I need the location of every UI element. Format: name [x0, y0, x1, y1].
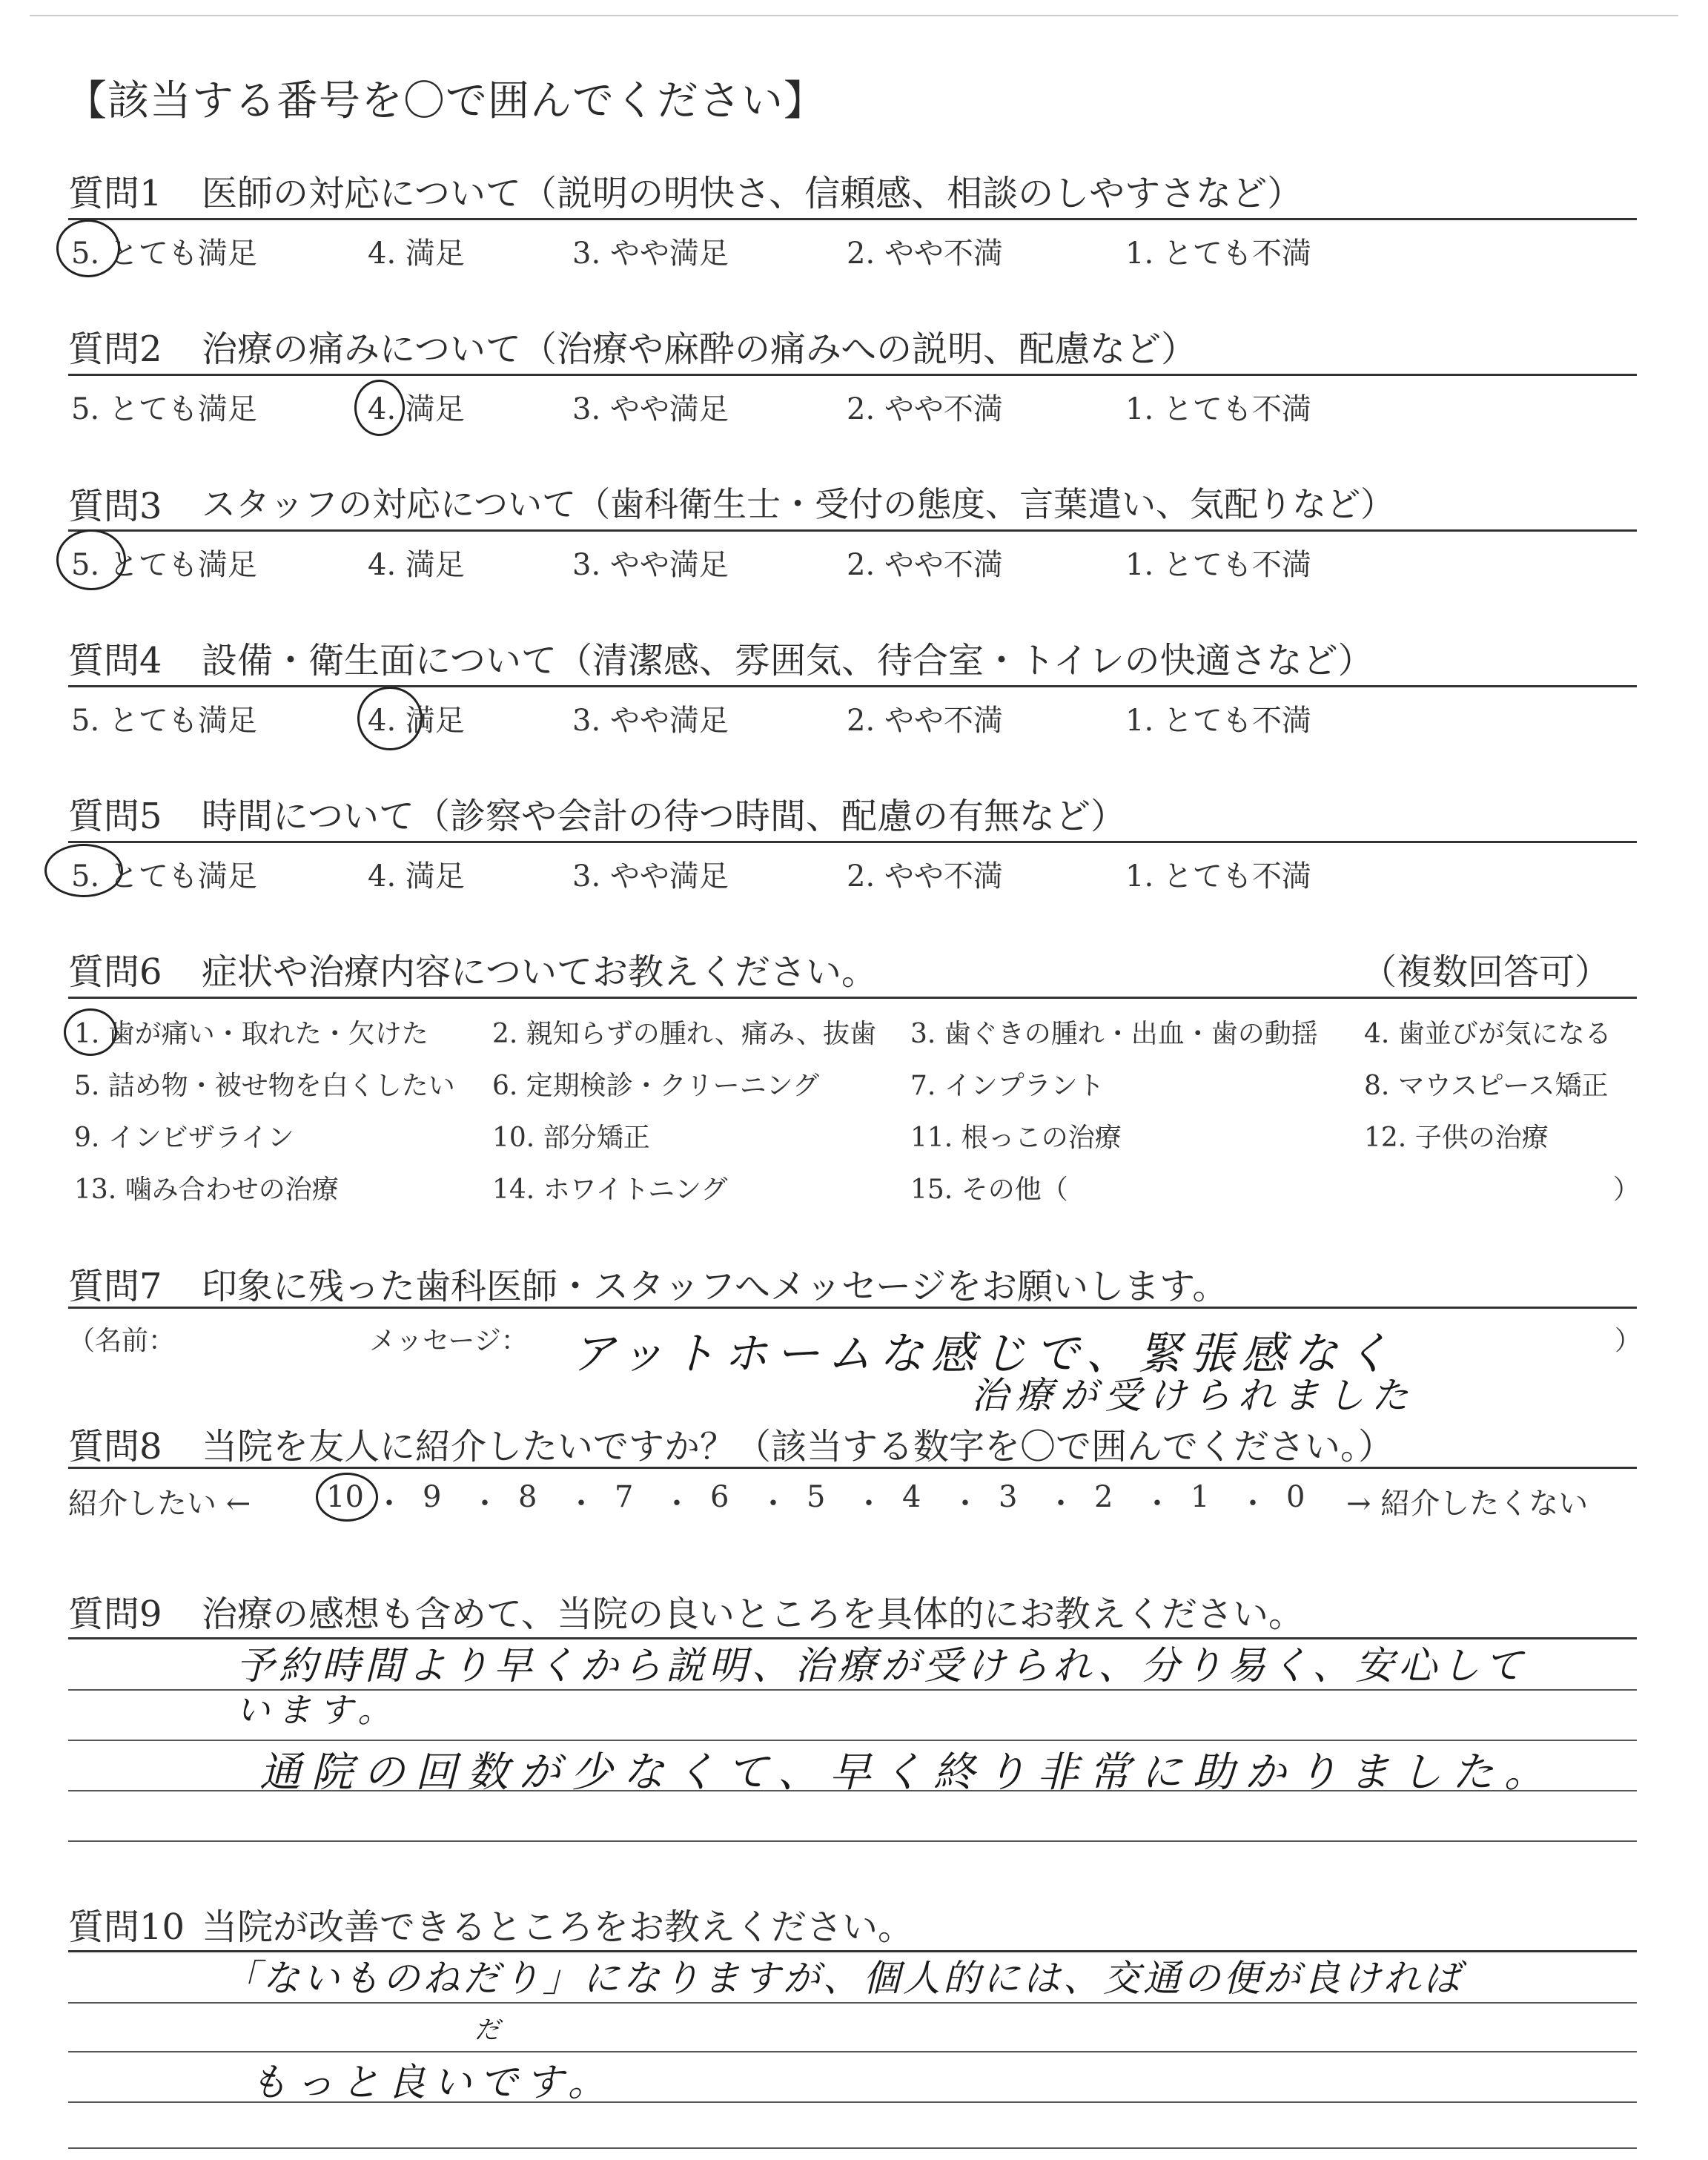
q2-option-1[interactable]: 1. とても不満	[1125, 392, 1311, 426]
q10-line-4	[68, 2147, 1637, 2149]
q5-option-4[interactable]: 4. 満足	[368, 859, 465, 894]
q3-option-4[interactable]: 4. 満足	[368, 548, 465, 582]
q5-option-2[interactable]: 2. やや不満	[847, 859, 1003, 894]
q6-option-11[interactable]: 11. 根っこの治療	[910, 1123, 1122, 1153]
q8-scale-separator: ・	[1046, 1487, 1076, 1521]
q8-scale-separator: ・	[374, 1487, 404, 1521]
page-heading: 【該当する番号を〇で囲んでください】	[65, 77, 826, 125]
q3-option-3[interactable]: 3. やや満足	[572, 548, 729, 582]
q7-name-label: （名前：	[68, 1326, 176, 1356]
q8-scale-separator: ・	[758, 1487, 788, 1521]
q6-option-4[interactable]: 4. 歯並びが気になる	[1364, 1019, 1612, 1049]
q4-rule	[68, 685, 1637, 687]
q2-option-4[interactable]: 4. 満足	[368, 392, 465, 426]
q1-option-5[interactable]: 5. とても満足	[71, 237, 257, 271]
q5-option-5[interactable]: 5. とても満足	[71, 859, 257, 894]
scan-top-edge	[30, 15, 1678, 16]
q2-rule	[68, 374, 1637, 376]
q8-scale-value-8[interactable]: 8	[518, 1480, 537, 1514]
q5-label: 質問5	[68, 796, 162, 837]
q3-rule	[68, 529, 1637, 532]
q8-scale-separator: ・	[1238, 1487, 1268, 1521]
q9-handwritten-line3: 通院の回数が少なくて、早く終り非常に助かりました。	[259, 1748, 1556, 1797]
q8-left-label: 紹介したい ←	[68, 1487, 251, 1521]
q8-scale-value-5[interactable]: 5	[807, 1480, 826, 1514]
q4-label: 質問4	[68, 640, 162, 681]
q4-option-5[interactable]: 5. とても満足	[71, 704, 257, 738]
q3-label: 質問3	[68, 486, 162, 527]
q6-option-12[interactable]: 12. 子供の治療	[1364, 1123, 1549, 1153]
q4-title: 設備・衛生面について（清潔感、雰囲気、待合室・トイレの快適さなど）	[202, 640, 1374, 681]
q6-other-close: ）	[1613, 1175, 1641, 1205]
q2-option-3[interactable]: 3. やや満足	[572, 392, 729, 426]
q3-title: スタッフの対応について（歯科衛生士・受付の態度、言葉遣い、気配りなど）	[202, 484, 1395, 524]
q6-option-8[interactable]: 8. マウスピース矯正	[1364, 1071, 1609, 1101]
q5-rule	[68, 841, 1637, 843]
q6-option-15[interactable]: 15. その他（	[910, 1175, 1068, 1205]
q3-option-5[interactable]: 5. とても満足	[71, 548, 257, 582]
q8-title: 当院を友人に紹介したいですか？（該当する数字を〇で囲んでください。）	[202, 1426, 1394, 1467]
q6-option-9[interactable]: 9. インビザライン	[74, 1123, 294, 1153]
q6-note: （複数回答可）	[1361, 951, 1611, 993]
q1-selection-circle	[56, 219, 120, 277]
q1-option-4[interactable]: 4. 満足	[368, 237, 465, 271]
q6-option-7[interactable]: 7. インプラント	[910, 1071, 1105, 1101]
q7-label: 質問7	[68, 1266, 162, 1307]
q6-option-5[interactable]: 5. 詰め物・被せ物を白くしたい	[74, 1071, 455, 1101]
q4-option-3[interactable]: 3. やや満足	[572, 704, 729, 738]
q10-title: 当院が改善できるところをお教えください。	[202, 1906, 914, 1948]
q2-label: 質問2	[68, 328, 162, 370]
q6-option-10[interactable]: 10. 部分矯正	[492, 1123, 650, 1153]
q6-option-13[interactable]: 13. 噛み合わせの治療	[74, 1175, 339, 1205]
q4-option-4[interactable]: 4. 満足	[368, 704, 465, 738]
q6-title: 症状や治療内容についてお教えください。	[202, 951, 878, 993]
q2-title: 治療の痛みについて（治療や麻酔の痛みへの説明、配慮など）	[202, 328, 1197, 370]
q8-scale-separator: ・	[1142, 1487, 1172, 1521]
q10-label: 質問10	[68, 1906, 185, 1948]
q8-scale-separator: ・	[854, 1487, 884, 1521]
q4-selection-circle	[357, 687, 423, 750]
q8-selection-circle	[316, 1473, 378, 1522]
q7-handwritten-line1: アットホームな感じで、緊張感なく	[571, 1328, 1397, 1380]
q9-title: 治療の感想も含めて、当院の良いところを具体的にお教えください。	[202, 1593, 1305, 1635]
q8-scale-value-4[interactable]: 4	[902, 1480, 921, 1514]
q7-close: ）	[1615, 1326, 1642, 1356]
q8-scale-value-3[interactable]: 3	[999, 1480, 1018, 1514]
q9-handwritten-line2: います。	[236, 1690, 400, 1730]
q6-rule	[68, 997, 1637, 999]
q8-label: 質問8	[68, 1426, 162, 1467]
q2-option-2[interactable]: 2. やや不満	[847, 392, 1003, 426]
q10-line-1	[68, 2002, 1637, 2004]
q8-scale-separator: ・	[950, 1487, 980, 1521]
q8-scale-value-10[interactable]: 10	[326, 1480, 364, 1514]
q6-option-3[interactable]: 3. 歯ぐきの腫れ・出血・歯の動揺	[910, 1019, 1318, 1049]
q3-option-1[interactable]: 1. とても不満	[1125, 548, 1311, 582]
q8-scale-value-7[interactable]: 7	[615, 1480, 634, 1514]
q5-option-3[interactable]: 3. やや満足	[572, 859, 729, 894]
q4-option-1[interactable]: 1. とても不満	[1125, 704, 1311, 738]
q1-option-2[interactable]: 2. やや不満	[847, 237, 1003, 271]
q6-label: 質問6	[68, 951, 162, 993]
q3-option-2[interactable]: 2. やや不満	[847, 548, 1003, 582]
q3-selection-circle	[56, 529, 126, 590]
q6-option-14[interactable]: 14. ホワイトニング	[492, 1175, 728, 1205]
q1-option-3[interactable]: 3. やや満足	[572, 237, 729, 271]
q2-selection-circle	[354, 380, 405, 436]
q2-option-5[interactable]: 5. とても満足	[71, 392, 257, 426]
q8-scale-separator: ・	[662, 1487, 692, 1521]
q10-handwritten-line2: もっと良いです。	[249, 2061, 614, 2105]
q8-rule	[68, 1467, 1637, 1469]
q4-option-2[interactable]: 2. やや不満	[847, 704, 1003, 738]
q8-scale-value-1[interactable]: 1	[1191, 1480, 1210, 1514]
q1-rule	[68, 218, 1637, 220]
q1-option-1[interactable]: 1. とても不満	[1125, 237, 1311, 271]
q9-handwritten-line1: 予約時間より早くから説明、治療が受けられ、分り易く、安心して	[236, 1644, 1528, 1688]
q5-title: 時間について（診察や会計の待つ時間、配慮の有無など）	[202, 796, 1127, 837]
q8-scale-value-0[interactable]: 0	[1286, 1480, 1305, 1514]
q8-scale	[326, 1480, 1334, 1522]
q8-right-label: → 紹介したくない	[1346, 1487, 1589, 1521]
q6-option-1[interactable]: 1. 歯が痛い・取れた・欠けた	[74, 1019, 428, 1049]
q5-option-1[interactable]: 1. とても不満	[1125, 859, 1311, 894]
q9-label: 質問9	[68, 1593, 162, 1635]
q8-scale-value-2[interactable]: 2	[1094, 1480, 1113, 1514]
q8-scale-separator: ・	[470, 1487, 500, 1521]
q8-scale-value-6[interactable]: 6	[710, 1480, 729, 1514]
q6-option-6[interactable]: 6. 定期検診・クリーニング	[492, 1071, 820, 1101]
q10-handwritten-line1: 「ないものねだり」になりますが、個人的には、交通の便が良ければ	[222, 1957, 1463, 2000]
q7-rule	[68, 1307, 1637, 1309]
q8-scale-value-9[interactable]: 9	[423, 1480, 442, 1514]
q7-title: 印象に残った歯科医師・スタッフへメッセージをお願いします。	[202, 1266, 1228, 1307]
q6-selection-circle	[64, 1008, 117, 1056]
q6-option-2[interactable]: 2. 親知らずの腫れ、痛み、抜歯	[492, 1019, 877, 1049]
q7-handwritten-line2: 治療が受けられました	[971, 1374, 1416, 1417]
q1-title: 医師の対応について（説明の明快さ、信頼感、相談のしやすさなど）	[202, 173, 1303, 214]
q8-scale-separator: ・	[566, 1487, 596, 1521]
q9-line-4	[68, 1840, 1637, 1842]
q5-selection-circle	[44, 844, 123, 897]
q7-message-label: メッセージ：	[369, 1326, 528, 1356]
q1-label: 質問1	[68, 173, 162, 214]
q10-handwritten-insert: だ	[474, 2015, 507, 2045]
